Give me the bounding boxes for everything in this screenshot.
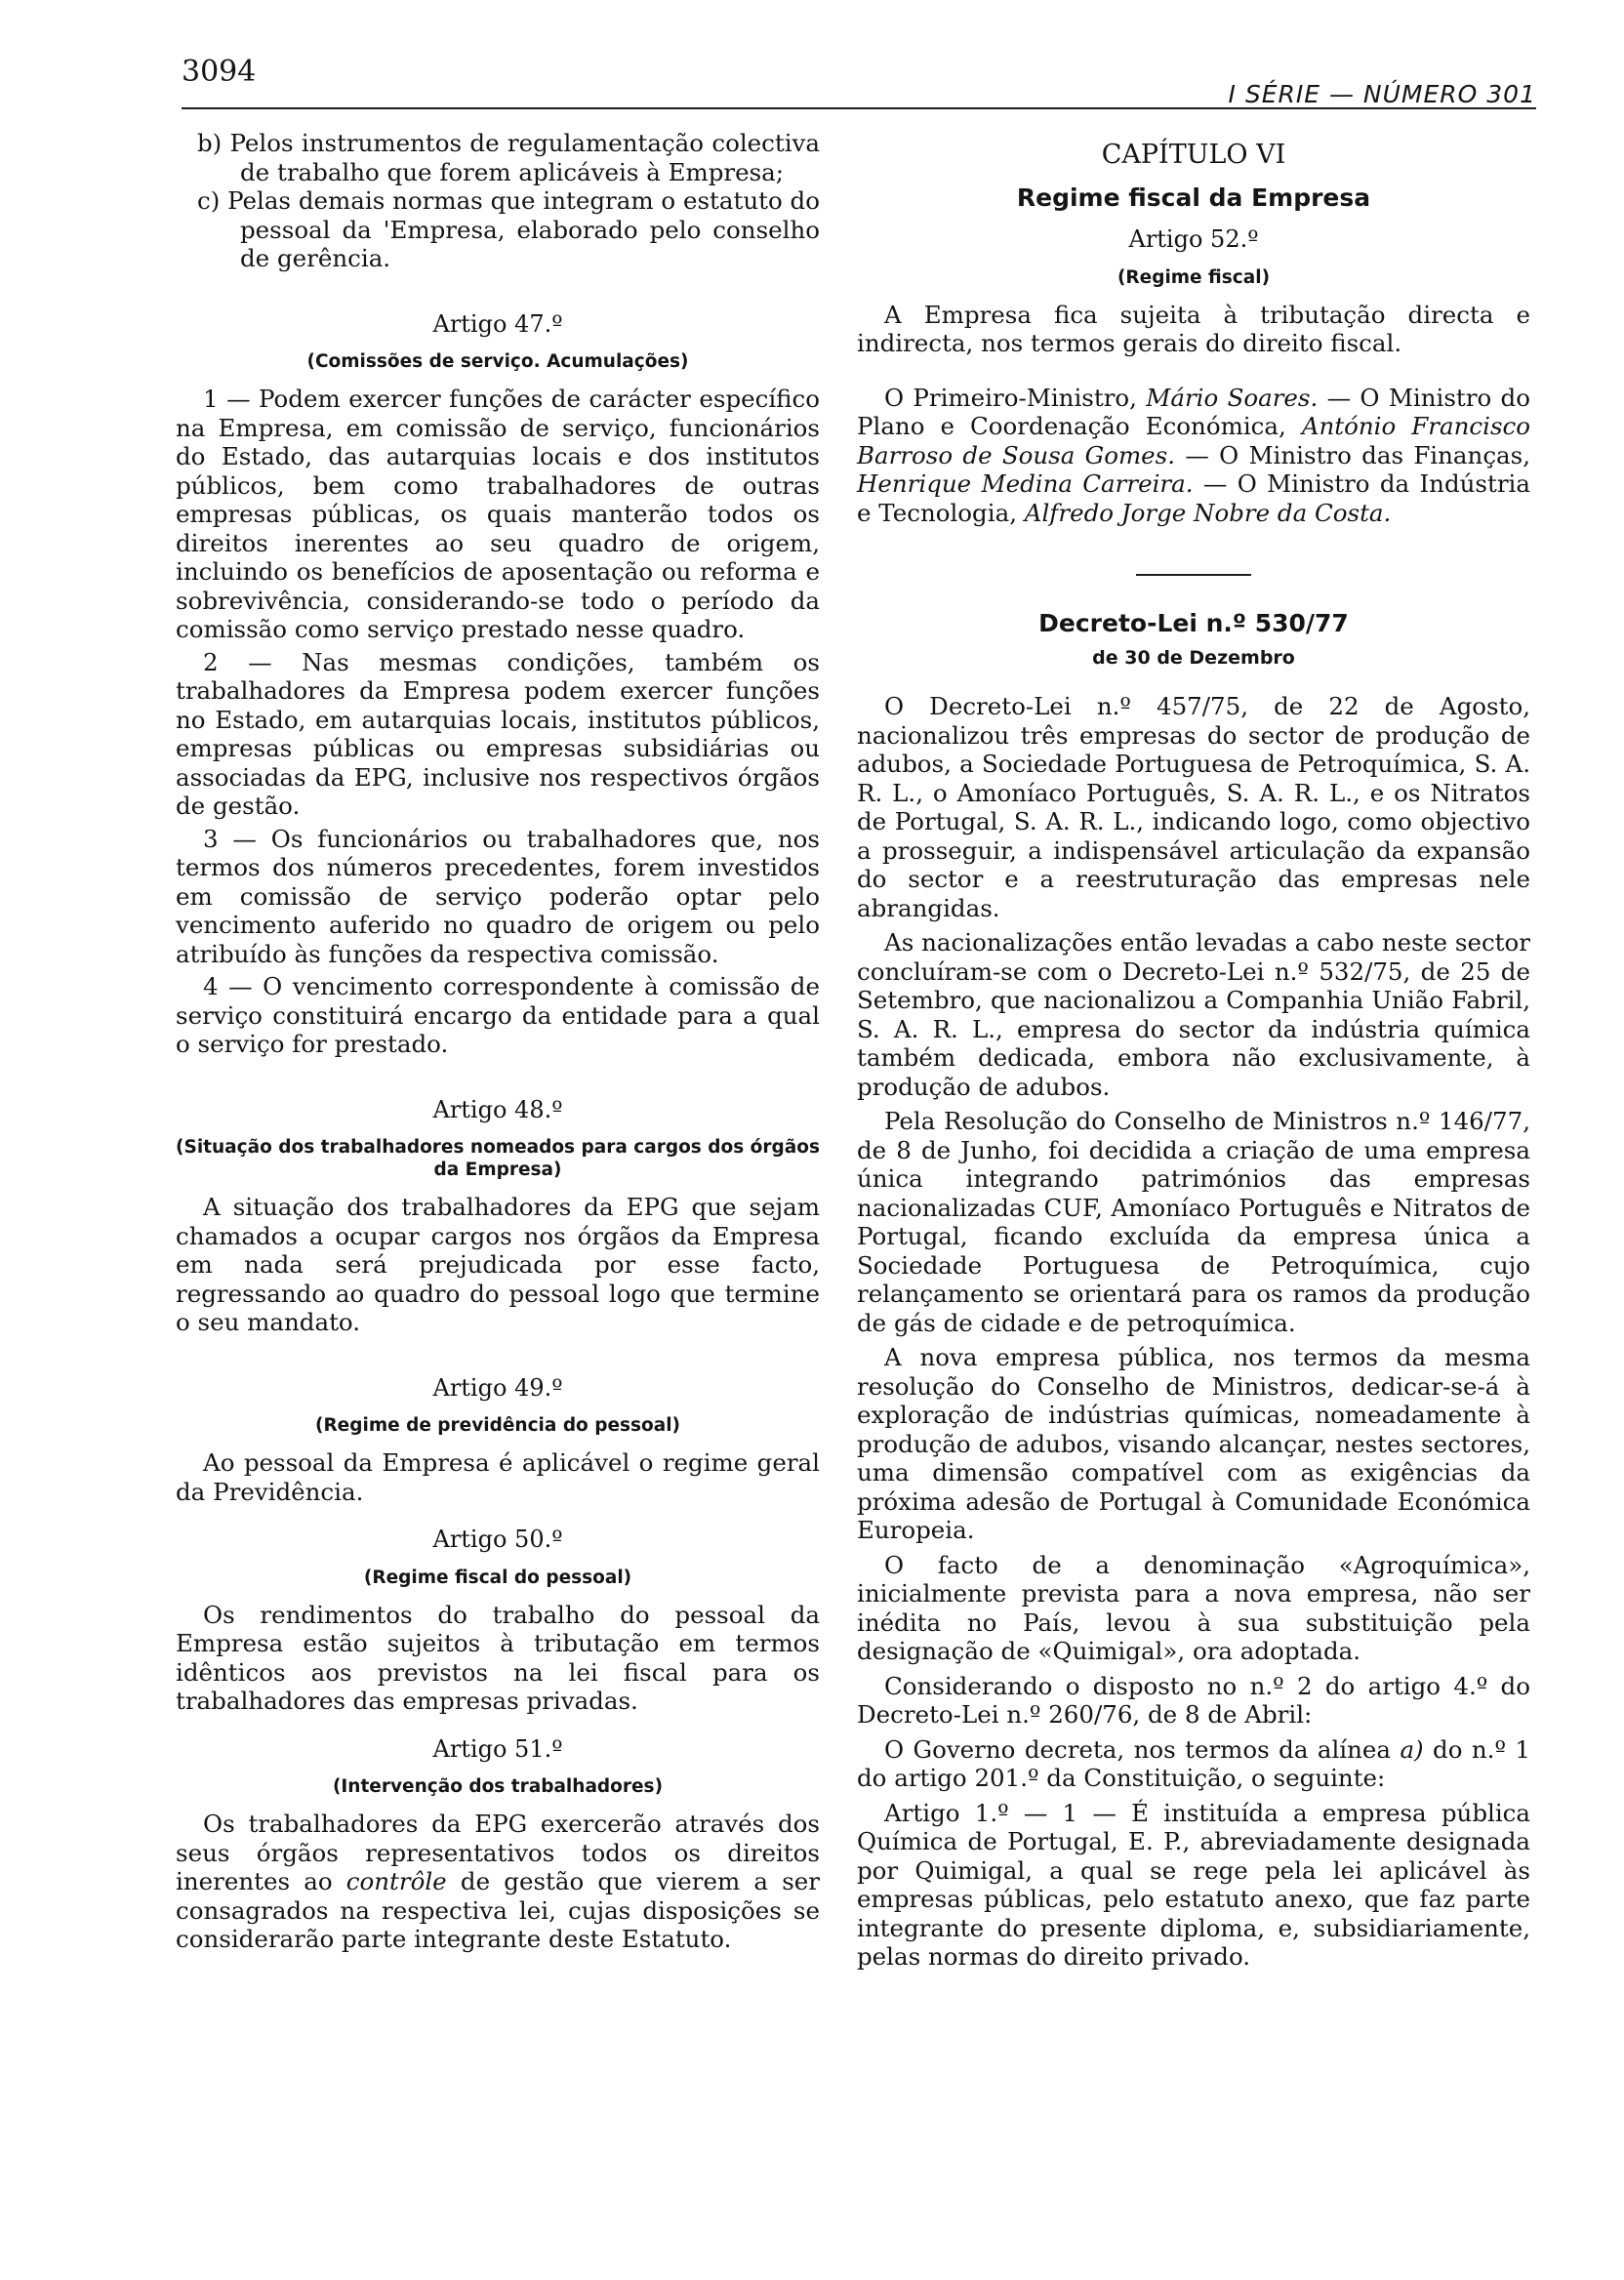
- article-49-subtitle: (Regime de previdência do pessoal): [314, 1415, 681, 1436]
- chapter-heading: CAPÍTULO VI: [1101, 140, 1286, 170]
- article-47-subtitle: (Comissões de serviço. Acumulações): [306, 351, 689, 372]
- signature-role-1: O Primeiro-Ministro,: [884, 383, 1147, 412]
- signature-role-4: — O Ministro da Indústria e Tecnologia,: [857, 469, 1530, 527]
- article-50-paragraph-1: Os rendimentos do trabalho do pessoal da Empresa estão sujeitos à tributação em termos idênticos aos previstos na lei fiscal para os trabalhadores das empresas privadas.: [176, 1600, 820, 1715]
- decree-paragraph-4: A nova empresa pública, nos termos da mesma resolução do Conselho de Ministros, dedicar-se-á à exploração de indústrias químicas, nomeadamente à produção de adubos, visando alcançar, nestes sectores, uma dimensão compatível com as exigências da próxima adesão de Portugal à Comunidade Económica Europeia.: [857, 1343, 1530, 1544]
- decree-paragraph-5: O facto de a denominação «Agroquímica», inicialmente prevista para a nova empresa, não ser inédita no País, levou à sua substituição pela designação de «Quimigal», ora adoptada.: [857, 1550, 1530, 1665]
- article-47-paragraph-4: 4 — O vencimento correspondente à comissão de serviço constituirá encargo da entidade para a qual o serviço for prestado.: [176, 972, 820, 1058]
- signature-name-4: Alfredo Jorge Nobre da Costa.: [1024, 498, 1392, 527]
- list-item-c: c) Pelas demais normas que integram o estatuto do pessoal da 'Empresa, elaborado pelo conselho de gerência.: [197, 186, 820, 272]
- decree-paragraph-7-text-a: O Governo decreta, nos termos da alínea: [884, 1734, 1401, 1764]
- article-51-text-b: de gestão que vierem a ser consagrados na respectiva lei, cujas disposições se considerarão parte integrante deste Estatuto.: [176, 1867, 820, 1953]
- article-47-title: Artigo 47.º: [432, 309, 563, 338]
- decree-paragraph-7: [857, 1735, 1530, 1793]
- decree-date: de 30 de Dezembro: [1092, 646, 1295, 669]
- list-item-b: b) Pelos instrumentos de regulamentação colectiva de trabalho que forem aplicáveis à Empresa;: [197, 129, 820, 186]
- article-52-title: Artigo 52.º: [1128, 225, 1259, 253]
- decree-paragraph-2: As nacionalizações então levadas a cabo neste sector concluíram-se com o Decreto-Lei n.º 532/75, de 25 de Setembro, que nacionalizou a Companhia União Fabril, S. A. R. L., empresa do sector da indústria química também dedicada, embora não exclusivamente, à produção de adubos.: [857, 928, 1530, 1101]
- page-header: [182, 51, 1536, 109]
- signature-role-2: — O Ministro do Plano e Coordenação Económica,: [857, 383, 1530, 440]
- decree-paragraph-1: O Decreto-Lei n.º 457/75, de 22 de Agosto, nacionalizou três empresas do sector de produção de adubos, a Sociedade Portuguesa de Petroquímica, S. A. R. L., o Amoníaco Português, S. A. R. L., e os Nitratos de Portugal, S. A. R. L., indicando logo, como objectivo a prosseguir, a indispensável articulação da expansão do sector e a reestruturação das empresas nele abrangidas.: [857, 692, 1530, 922]
- decree-paragraph-3: Pela Resolução do Conselho de Ministros n.º 146/77, de 8 de Junho, foi decidida a criação de uma empresa única integrando patrimónios das empresas nacionalizadas CUF, Amoníaco Português e Nitratos de Portugal, ficando excluída da empresa única a Sociedade Portuguesa de Petroquímica, cujo relançamento se orientará para os ramos da produção de gás de cidade e de petroquímica.: [857, 1107, 1530, 1337]
- article-49-title: Artigo 49.º: [432, 1373, 563, 1402]
- article-48-paragraph-1: A situação dos trabalhadores da EPG que sejam chamados a ocupar cargos nos órgãos da Empresa em nada será prejudicada por esse facto, regressando ao quadro do pessoal logo que termine o seu mandato.: [176, 1193, 820, 1336]
- decree-paragraph-6: Considerando o disposto no n.º 2 do artigo 4.º do Decreto-Lei n.º 260/76, de 8 de Abril:: [857, 1671, 1530, 1729]
- article-50-title: Artigo 50.º: [432, 1526, 563, 1553]
- article-47-paragraph-2: 2 — Nas mesmas condições, também os trabalhadores da Empresa podem exercer funções no Estado, em autarquias locais, institutos públicos, empresas públicas ou empresas subsidiárias ou associadas da EPG, inclusive nos respectivos órgãos de gestão.: [176, 647, 820, 820]
- decree-article-1: Artigo 1.º — 1 — É instituída a empresa pública Química de Portugal, E. P., abreviadamente designada por Quimigal, a qual se rege pela lei aplicável às empresas públicas, pelo estatuto anexo, que faz parte integrante do presente diploma, e, subsidiariamente, pelas normas do direito privado.: [857, 1798, 1530, 1971]
- article-49-paragraph-1: Ao pessoal da Empresa é aplicável o regime geral da Previdência.: [176, 1448, 820, 1506]
- decree-paragraph-7-emphasis: a): [1400, 1734, 1424, 1764]
- article-51-subtitle: (Intervenção dos trabalhadores): [332, 1776, 664, 1797]
- left-column: [176, 129, 820, 1954]
- signature-name-3: Henrique Medina Carreira.: [857, 469, 1194, 498]
- article-48-subtitle: (Situação dos trabalhadores nomeados para cargos dos órgãos da Empresa): [176, 1137, 820, 1180]
- article-52-subtitle: (Regime fiscal): [1116, 266, 1271, 288]
- article-51-title: Artigo 51.º: [432, 1734, 563, 1763]
- decree-title: Decreto-Lei n.º 530/77: [1038, 609, 1349, 637]
- article-50-subtitle: (Regime fiscal do pessoal): [363, 1567, 632, 1588]
- article-47-paragraph-3: 3 — Os funcionários ou trabalhadores que, nos termos dos números precedentes, forem investidos em comissão de serviço poderão optar pelo vencimento auferido no quadro de origem ou pelo atribuído às funções da respectiva comissão.: [176, 824, 820, 968]
- article-51-paragraph-1: [176, 1810, 820, 1954]
- article-52-paragraph-1: A Empresa fica sujeita à tributação directa e indirecta, nos termos gerais do direito fiscal.: [857, 300, 1530, 357]
- right-column: [857, 129, 1530, 1972]
- chapter-title: Regime fiscal da Empresa: [1016, 183, 1371, 212]
- decree-paragraph-7-text-b: do n.º 1 do artigo 201.º da Constituição, o seguinte:: [857, 1734, 1530, 1792]
- signature-name-2: António Francisco Barroso de Sousa Gomes.: [857, 412, 1531, 469]
- section-divider: [1136, 574, 1251, 576]
- ministers-signatures: [857, 384, 1530, 528]
- signature-name-1: Mário Soares.: [1146, 383, 1319, 412]
- page-number: 3094: [182, 55, 257, 89]
- article-47-paragraph-1: 1 — Podem exercer funções de carácter específico na Empresa, em comissão de serviço, funcionários do Estado, das autarquias locais e dos institutos públicos, bem como trabalhadores de outras empresas públicas, os quais manterão todos os direitos inerentes ao seu quadro de origem, incluindo os benefícios de aposentação ou reforma e sobrevivência, considerando-se todo o período da comissão como serviço prestado nesse quadro.: [176, 385, 820, 643]
- series-number: I SÉRIE — NÚMERO 301: [1228, 80, 1536, 108]
- article-48-title: Artigo 48.º: [432, 1095, 563, 1123]
- signature-role-3: — O Ministro das Finanças,: [1175, 440, 1531, 469]
- article-51-text-a: Os trabalhadores da EPG exercerão através dos seus órgãos representativos todos os direitos inerentes ao: [176, 1810, 820, 1895]
- article-51-text-emphasis: contrôle: [345, 1867, 447, 1895]
